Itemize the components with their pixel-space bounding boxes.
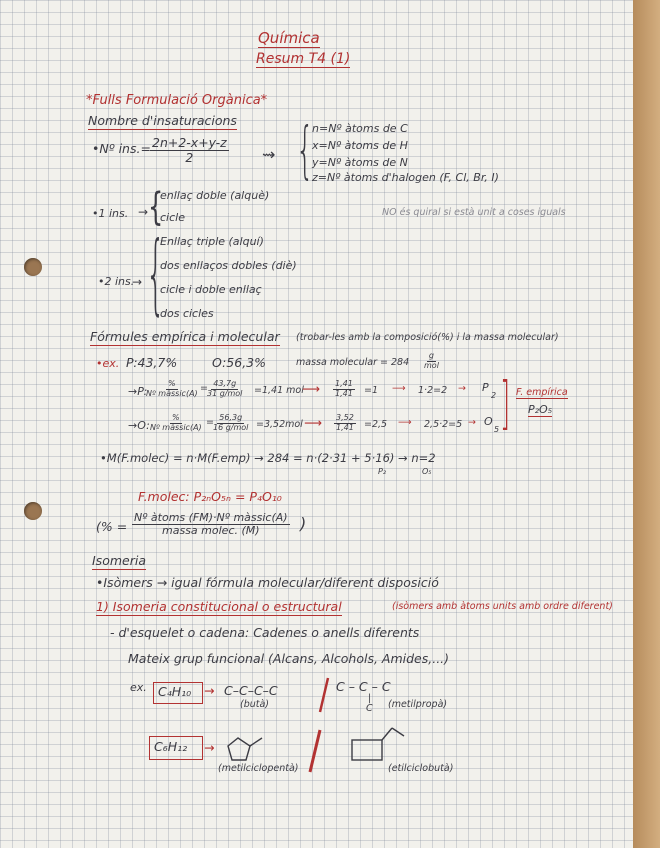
- p-mol: =1,41 mol: [254, 385, 304, 396]
- methylpropane-chain: C – C – C: [336, 679, 391, 694]
- var-x: x=Nº àtoms de H: [312, 139, 408, 152]
- arrow-icon: →: [204, 683, 215, 698]
- ins2-item: dos enllaços dobles (diè): [160, 259, 297, 272]
- methylpropane-branch: C: [366, 703, 373, 714]
- o-mol: =3,52mol: [256, 419, 303, 430]
- o-fraction-ratio: $\frac{3,52}{1,41}$: [336, 413, 354, 432]
- m-sub-o: O₅: [422, 467, 432, 476]
- o-ratio-result: =2,5: [364, 419, 388, 430]
- empirica-formula: P₂O₅: [528, 403, 553, 416]
- empirica-label: F. empírica: [516, 387, 568, 398]
- binder-hole: [24, 258, 42, 276]
- p-fraction-general: % Nº màssic(A): [146, 379, 198, 398]
- section-heading-formulacio: *Fulls Formulació Orgànica*: [86, 93, 268, 108]
- insaturacions-heading: Nombre d'insaturacions: [88, 113, 237, 128]
- close-paren: ): [300, 514, 307, 533]
- o-multiplied: 2,5·2=5: [424, 419, 463, 430]
- methylcyclopentane-name: (metilciclopentà): [218, 763, 299, 774]
- ins1-item: enllaç doble (alquè): [160, 189, 270, 202]
- ethyl-bond: [382, 728, 392, 740]
- grup-funcional: Mateix grup funcional (Alcans, Alcohols, Amides,...): [128, 651, 450, 666]
- arrow-icon: →: [468, 417, 476, 428]
- equals: =: [200, 383, 208, 394]
- divider-slash: [320, 678, 328, 712]
- esquelet-definition: - d'esquelet o cadena: Cadenes o anells diferents: [110, 625, 420, 640]
- molecular-formula: F.molec: P₂ₙO₅ₙ = P₄O₁₀: [138, 489, 282, 504]
- brace-icon: {: [146, 225, 166, 327]
- butane-chain: C–C–C–C: [224, 683, 278, 698]
- o-fraction-values: 56,3g 16 g/mol: [213, 413, 249, 432]
- p-multiplied: 1·2=2: [418, 385, 448, 396]
- isomeria-heading: Isomeria: [92, 553, 146, 568]
- butane-name: (butà): [240, 699, 270, 710]
- brace-icon: ]: [500, 371, 511, 438]
- page-title: Química: [258, 29, 320, 47]
- ins2-label: •2 ins.: [98, 275, 135, 288]
- m-sub-p: P₂: [378, 467, 387, 476]
- formules-heading-note: (trobar-les amb la composició(%) i la massa molecular): [296, 332, 559, 343]
- percent-label: (% =: [96, 519, 128, 534]
- var-y: y=Nº àtoms de N: [312, 156, 408, 169]
- arrow-icon: ⇝: [262, 145, 276, 164]
- brace-icon: {: [148, 184, 164, 230]
- isomers-definition: •Isòmers → igual fórmula molecular/diferent disposició: [96, 575, 439, 590]
- mass-unit: g mol: [424, 351, 439, 370]
- arrow-icon: →: [458, 383, 466, 394]
- var-z: z=Nº àtoms d'halogen (F, Cl, Br, I): [312, 171, 499, 184]
- example-label: ex.: [130, 681, 147, 694]
- binder-hole: [24, 502, 42, 520]
- arrow-icon: ⟶: [398, 417, 412, 428]
- o-subscript: 5: [494, 425, 500, 434]
- desk-surface: [633, 0, 660, 848]
- ins2-item: dos cicles: [160, 307, 214, 320]
- ethyl-bond: [392, 728, 404, 736]
- p-arrow: →P:: [128, 385, 148, 398]
- formula-label: •Nº ins.=: [92, 141, 151, 156]
- p-symbol: P: [482, 381, 489, 394]
- percent-formula: Nº àtoms (FM)·Nº màssic(A) massa molec. (M): [134, 511, 288, 538]
- constitucional-note: (isòmers amb àtoms units amb ordre diferent): [392, 601, 613, 612]
- equals: =: [206, 417, 214, 428]
- p-fraction-values: 43,7g 31 g/mol: [207, 379, 243, 398]
- arrow-icon: →: [138, 205, 149, 219]
- page-subtitle: Resum T4 (1): [256, 51, 351, 67]
- o-arrow: →O:: [128, 419, 150, 432]
- arrow-icon: ⟶: [302, 381, 320, 396]
- c4h10-formula: C₄H₁₀: [158, 684, 192, 699]
- methylpropane-name: (metilpropà): [388, 699, 448, 710]
- constitucional-heading: 1) Isomeria constitucional o estructural: [96, 599, 342, 614]
- p-percentage: P:43,7%: [126, 355, 178, 370]
- ins2-item: Enllaç triple (alquí): [160, 235, 264, 248]
- ins1-item: cicle: [160, 211, 185, 224]
- p-subscript: 2: [491, 391, 497, 400]
- p-ratio-result: =1: [364, 385, 379, 396]
- methyl-bond: [250, 738, 262, 746]
- o-percentage: O:56,3%: [212, 355, 266, 370]
- example-label: •ex.: [96, 357, 120, 370]
- arrow-icon: →: [132, 275, 143, 289]
- molar-mass-relation: •M(F.molec) = n·M(F.emp) → 284 = n·(2·31 + 5·16) → n=2: [100, 451, 436, 465]
- o-fraction-general: % Nº màssic(A): [150, 413, 202, 432]
- brace-icon: {: [296, 113, 314, 187]
- branch-bond: |: [368, 693, 372, 704]
- arrow-icon: →: [204, 740, 215, 755]
- molecular-mass: massa molecular = 284: [296, 357, 410, 368]
- c6h12-formula: C₆H₁₂: [154, 739, 188, 754]
- divider-slash: [310, 730, 320, 772]
- ethylcyclobutane-name: (etilciclobutà): [388, 763, 454, 774]
- ins1-label: •1 ins.: [92, 207, 129, 220]
- arrow-icon: ⟶: [392, 383, 406, 394]
- chirality-note: NO és quiral si està unit a coses iguals: [382, 207, 566, 218]
- arrow-icon: ⟶: [304, 415, 322, 430]
- cyclopentane-ring-icon: [228, 738, 250, 760]
- ins2-item: cicle i doble enllaç: [160, 283, 262, 296]
- o-symbol: O: [484, 415, 493, 428]
- cyclobutane-ring-icon: [352, 740, 382, 760]
- p-fraction-ratio: $\frac{1,41}{1,41}$: [335, 379, 353, 398]
- formules-heading: Fórmules empírica i molecular: [90, 329, 280, 344]
- var-n: n=Nº àtoms de C: [312, 122, 408, 135]
- insaturacions-formula: $\frac{2n+2-x+y-z}{2}$: [152, 135, 227, 165]
